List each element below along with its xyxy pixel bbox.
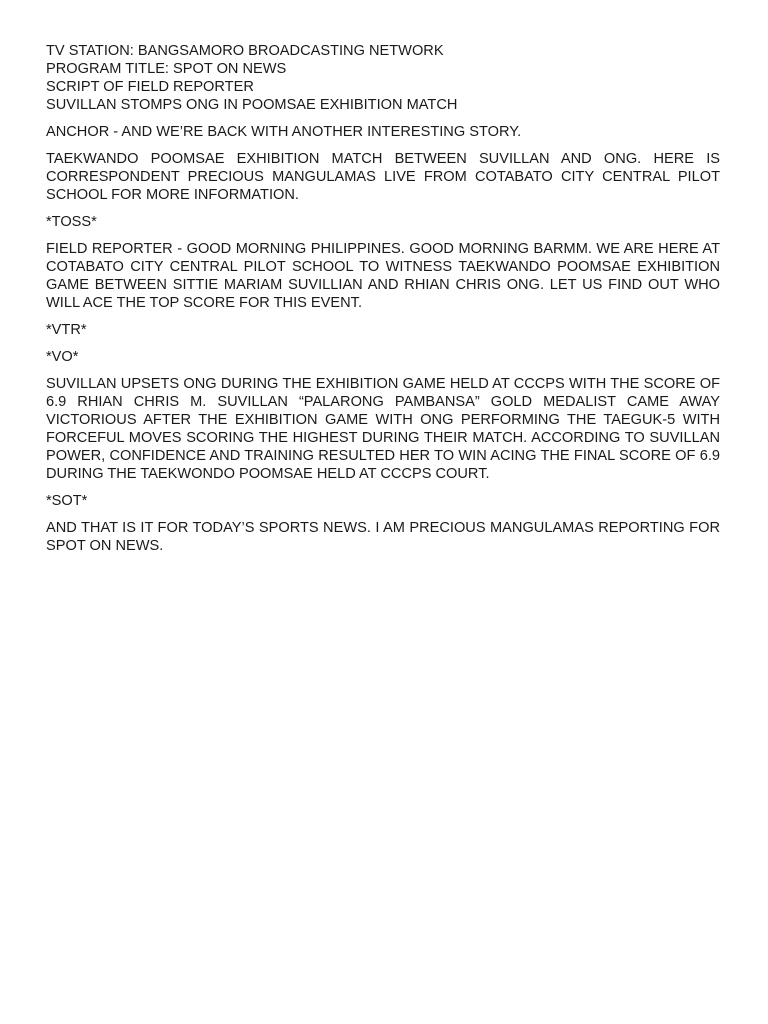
tv-station-line: TV STATION: BANGSAMORO BROADCASTING NETWORK bbox=[46, 43, 444, 59]
anchor-intro: ANCHOR - AND WE’RE BACK WITH ANOTHER INTERESTING STORY. bbox=[46, 124, 522, 140]
headline-line: SUVILLAN STOMPS ONG IN POOMSAE EXHIBITION MATCH bbox=[46, 97, 458, 113]
script-of-line: SCRIPT OF FIELD REPORTER bbox=[46, 79, 254, 95]
script-header bbox=[46, 42, 720, 114]
cue-vo: *VO* bbox=[46, 349, 79, 365]
closing-paragraph: AND THAT IS IT FOR TODAY’S SPORTS NEWS. I AM PRECIOUS MANGULAMAS REPORTING FOR SPOT ON NEWS. bbox=[46, 520, 720, 554]
field-reporter-paragraph: FIELD REPORTER - GOOD MORNING PHILIPPINES. GOOD MORNING BARMM. WE ARE HERE AT COTABATO CITY CENTRAL PILOT SCHOOL TO WITNESS TAEKWANDO POOMSAE EXHIBITION GAME BETWEEN SITTIE MARIAM SUVILLIAN AND RHIAN CHRIS ONG. LET US FIND OUT WHO WILL ACE THE TOP SCORE FOR THIS EVENT. bbox=[46, 241, 720, 311]
program-title-line: PROGRAM TITLE: SPOT ON NEWS bbox=[46, 61, 287, 77]
document-page bbox=[46, 42, 720, 555]
cue-sot: *SOT* bbox=[46, 493, 88, 509]
cue-toss: *TOSS* bbox=[46, 214, 97, 230]
anchor-story: TAEKWANDO POOMSAE EXHIBITION MATCH BETWEEN SUVILLAN AND ONG. HERE IS CORRESPONDENT PRECIOUS MANGULAMAS LIVE FROM COTABATO CITY CENTRAL PILOT SCHOOL FOR MORE INFORMATION. bbox=[46, 151, 720, 203]
voice-over-paragraph: SUVILLAN UPSETS ONG DURING THE EXHIBITION GAME HELD AT CCCPS WITH THE SCORE OF 6.9 RHIAN CHRIS M. SUVILLAN “PALARONG PAMBANSA” GOLD MEDALIST CAME AWAY VICTORIOUS AFTER THE EXHIBITION GAME WITH ONG PERFORMING THE TAEGUK-5 WITH FORCEFUL MOVES SCORING THE HIGHEST DURING THEIR MATCH. ACCORDING TO SUVILLAN POWER, CONFIDENCE AND TRAINING RESULTED HER TO WIN ACING THE FINAL SCORE OF 6.9 DURING THE TAEKWONDO POOMSAE HELD AT CCCPS COURT. bbox=[46, 376, 720, 482]
cue-vtr: *VTR* bbox=[46, 322, 87, 338]
